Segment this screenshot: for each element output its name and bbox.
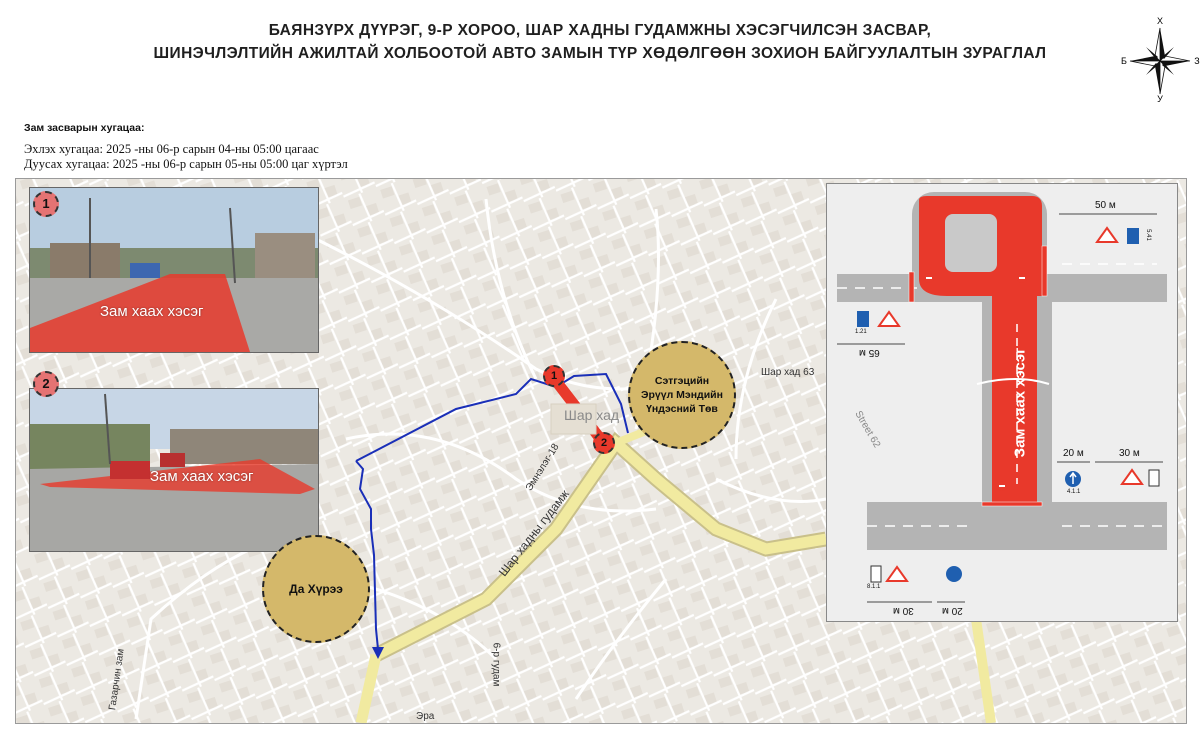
dimension-65m: 65 м: [859, 347, 880, 358]
dimension-30m-bottom: 30 м: [893, 605, 914, 616]
schedule-end: Дуусах хугацаа: 2025 -ны 06-р сарын 05-ны 05:00 цаг хүртэл: [24, 157, 348, 171]
compass-south-label: У: [1157, 94, 1163, 104]
street-label-left-vertical: Газарчин зам: [107, 648, 127, 711]
roadwork-sign-icon-bottom: [887, 567, 907, 581]
dimension-20m-mid: 20 м: [1063, 448, 1084, 459]
landmark-da-khuree-label: Да Хүрээ: [289, 582, 343, 596]
compass-west-label: Б: [1121, 56, 1127, 66]
roadwork-sign-icon-left: [879, 312, 899, 326]
compass-north-label: Х: [1156, 16, 1164, 26]
schedule-heading: Зам засварын хугацаа:: [24, 122, 145, 134]
no-entry-sign-icon-3: [997, 481, 1007, 491]
roadwork-sign-icon-right: [1122, 470, 1142, 484]
street-label-main: Шар хадны гудамж: [495, 487, 572, 579]
map-title-line-2: ШИНЭЧЛЭЛТИЙН АЖИЛТАЙ ХОЛБООТОЙ АВТО ЗАМЫН ТҮР ХӨДӨЛГӨӨН ЗОХИОН БАЙГУУЛАЛТЫН ЗУРАГЛАЛ: [153, 45, 1047, 62]
information-sign-icon: [1127, 228, 1139, 244]
compass-east-label: З: [1194, 56, 1200, 66]
closure-start-marker: 1: [543, 365, 565, 387]
street-label-partial-bottom: Эра: [416, 711, 435, 722]
traffic-scheme-inset: [826, 183, 1178, 622]
street-label-emnelgiin-18: Эмнэлэг-18: [523, 441, 562, 494]
closure-end-marker: 2: [593, 432, 615, 454]
information-sign-icon-left: [857, 311, 869, 327]
photo-2-label: Зам хаах хэсэг: [150, 468, 254, 485]
street-label-partial-top: Шар хад: [564, 407, 620, 423]
photo-closure-1: [29, 187, 319, 353]
map-title-line-1: БАЯНЗҮРХ ДҮҮРЭГ, 9-Р ХОРОО, ШАР ХАДНЫ ГУДАМЖНЫ ХЭСЭГЧИЛСЭН ЗАСВАР,: [268, 22, 932, 39]
street-label-shar-khad-63: Шар хад 63: [761, 367, 815, 378]
traffic-scheme-diagram: [827, 184, 1177, 621]
dimension-50m: 50 м: [1095, 200, 1116, 211]
street-label-bottom-vertical: 6-р гудам: [490, 642, 502, 687]
landmark-name-line-1: Сэтгэцийн: [654, 375, 710, 387]
sign-code-541: 5.41: [1144, 229, 1151, 241]
closure-label: Зам хаах хэсэг: [1011, 347, 1029, 458]
landmark-name-line-3: Үндэсний Төв: [646, 403, 718, 415]
direction-sign-icon-bottom: [946, 566, 962, 582]
photo-1-label: Зам хаах хэсэг: [100, 303, 204, 320]
landmark-mental-health-center: [628, 341, 736, 449]
plate-sign-icon: [1149, 470, 1159, 486]
photo-2-number-badge: 2: [33, 371, 59, 397]
photo-closure-2: [29, 388, 319, 552]
photo-1-number-badge: 1: [33, 191, 59, 217]
roadwork-sign-icon: [1097, 228, 1117, 242]
landmark-name-line-2: Эрүүл Мэндийн: [641, 389, 723, 401]
compass-rose-icon: [1115, 12, 1200, 112]
sign-code-121: 1.21: [855, 329, 867, 335]
no-entry-sign-icon: [924, 273, 934, 283]
street-photo-1: [30, 188, 318, 352]
schedule-start: Эхлэх хугацаа: 2025 -ны 06-р сарын 04-ны 05:00 цагаас: [24, 142, 319, 156]
sign-code-411: 4.1.1: [1067, 489, 1081, 495]
no-entry-sign-icon-2: [1017, 273, 1027, 283]
dimension-20m-bottom: 20 м: [942, 605, 963, 616]
plate-sign-icon-bottom: [871, 566, 881, 582]
street-62-label: Street 62: [852, 409, 883, 450]
landmark-da-khuree: [262, 535, 370, 643]
sign-code-811: 8.1.1: [867, 584, 881, 590]
dimension-30m-mid: 30 м: [1119, 448, 1140, 459]
